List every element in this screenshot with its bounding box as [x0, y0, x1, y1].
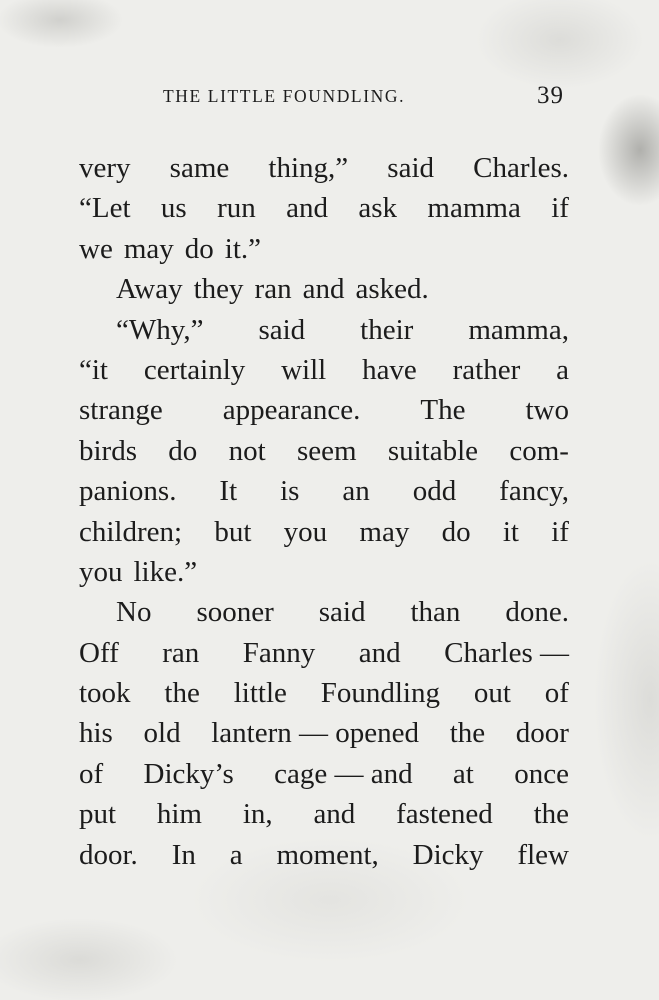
word: their [360, 313, 414, 346]
word: at [452, 757, 474, 790]
word: Foundling [320, 677, 440, 710]
word: of [544, 677, 569, 710]
word: Away [116, 273, 183, 306]
word: it [502, 515, 519, 548]
word: than [410, 596, 461, 629]
text-line [79, 188, 569, 228]
running-title: THE LITTLE FOUNDLING. [163, 86, 406, 106]
word: Dicky’s [143, 757, 234, 790]
word: children; [79, 515, 183, 548]
word: “it [79, 353, 108, 386]
text-line [79, 754, 569, 794]
word: ran [162, 636, 200, 669]
word: run [217, 192, 256, 225]
text-line [79, 794, 569, 834]
word: will [281, 353, 327, 386]
word: seem [296, 434, 357, 467]
text-line [79, 148, 569, 188]
text-line [79, 269, 569, 309]
word: two [525, 394, 569, 427]
word: it.” [224, 232, 262, 265]
word: flew [517, 838, 569, 871]
word: the [449, 717, 486, 750]
word: appearance. [222, 394, 361, 427]
word: you [79, 555, 123, 588]
word: said [318, 596, 366, 629]
word: panions. [79, 475, 177, 508]
word: and [302, 273, 345, 306]
word: In [171, 838, 196, 871]
word: fancy, [499, 475, 569, 508]
word: out [473, 677, 511, 710]
word: put [79, 798, 117, 831]
text-line [79, 350, 569, 390]
word: a [556, 353, 569, 386]
word: they [193, 273, 244, 306]
text-line [79, 310, 569, 350]
word: Fanny [242, 636, 316, 669]
word: suitable [387, 434, 479, 467]
word: you [283, 515, 328, 548]
word: moment, [276, 838, 379, 871]
word: Charles — [444, 636, 569, 669]
word: do [168, 434, 198, 467]
text-line [79, 229, 569, 269]
word: his [79, 717, 113, 750]
word: little [233, 677, 287, 710]
text-line [79, 673, 569, 713]
word: may [123, 232, 174, 265]
text-line [79, 592, 569, 632]
word: if [551, 192, 569, 225]
word: Off [79, 636, 119, 669]
word: same [169, 152, 230, 184]
word: sooner [196, 596, 274, 629]
word: once [514, 757, 569, 790]
text-line [79, 390, 569, 430]
text-line [79, 471, 569, 511]
text-line [79, 713, 569, 753]
word: not [228, 434, 266, 467]
word: ask [358, 192, 398, 225]
word: cage — and [274, 757, 413, 790]
word: asked. [355, 273, 429, 306]
word: but [214, 515, 252, 548]
word: have [362, 353, 417, 386]
word: Dicky [412, 838, 484, 871]
word: very [79, 152, 131, 184]
word: lantern — opened [211, 717, 420, 750]
word: us [160, 192, 187, 225]
word: the [164, 677, 200, 710]
word: done. [505, 596, 569, 629]
word: No [116, 596, 152, 629]
text-line [79, 835, 569, 875]
page-number: 39 [537, 82, 564, 109]
word: It [219, 475, 238, 508]
word: said [258, 313, 306, 346]
word: we [79, 232, 113, 265]
word: him [156, 798, 202, 831]
word: “Why,” [116, 313, 204, 346]
word: The [420, 394, 466, 427]
text-line [79, 633, 569, 673]
word: do [184, 232, 214, 265]
word: the [533, 798, 569, 831]
word: odd [412, 475, 457, 508]
word: door. [79, 838, 138, 871]
word: took [79, 677, 131, 710]
word: mamma, [468, 313, 569, 346]
word: like.” [133, 555, 198, 588]
word: a [229, 838, 243, 871]
word: certainly [143, 353, 246, 386]
word: of [79, 757, 104, 790]
word: said [387, 152, 435, 184]
word: Charles. [473, 152, 569, 184]
word: rather [452, 353, 521, 386]
word: strange [79, 394, 163, 427]
word: mamma [427, 192, 521, 225]
word: old [143, 717, 181, 750]
text-line [79, 552, 569, 592]
text-line [79, 512, 569, 552]
word: door [515, 717, 569, 750]
text-line [79, 431, 569, 471]
word: and [286, 192, 328, 225]
word: thing,” [268, 152, 349, 184]
page-header [160, 82, 564, 112]
word: “Let [79, 192, 131, 225]
word: fastened [396, 798, 493, 831]
word: do [441, 515, 471, 548]
word: birds [79, 434, 137, 467]
word: com- [509, 434, 569, 467]
word: may [359, 515, 410, 548]
word: in, [242, 798, 273, 831]
word: if [551, 515, 569, 548]
word: an [342, 475, 370, 508]
word: ran [254, 273, 292, 306]
word: and [313, 798, 356, 831]
word: and [358, 636, 401, 669]
body-text [79, 148, 569, 875]
word: is [280, 475, 300, 508]
